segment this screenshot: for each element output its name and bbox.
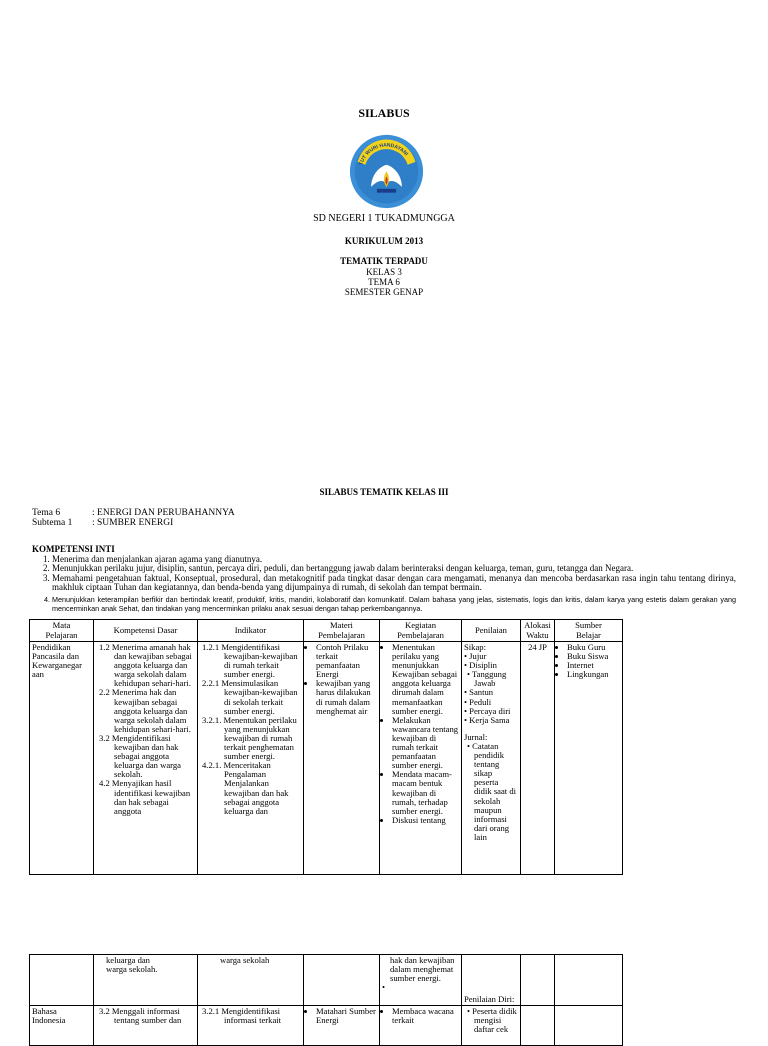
tema-label: Tema 6 <box>32 508 61 518</box>
syllabus-title: SILABUS TEMATIK KELAS III <box>319 487 449 497</box>
curriculum: KURIKULUM 2013 <box>344 236 424 246</box>
cell-indikator-cont: warga sekolah <box>198 955 304 1006</box>
table-row <box>30 1006 623 1046</box>
cell-indikator: 1.2.1 Mengidentifikasi kewajiban-kewajiban di rumah terkait sumber energi. 2.2.1 Mensimulasikan kewajiban-kewajiban di sekolah terkait sumber energi. 3.2.1. Menentukan perilaku yang menunjukkan kewajiban di rumah terkait penghematan sumber energi. 4.2.1. Menceritakan Pengalaman Menjalankan kewajiban dan hak sebagai anggota keluarga dan <box>198 642 304 875</box>
school-name: SD NEGERI 1 TUKADMUNGGA <box>313 213 455 224</box>
header-sumber-belajar: Sumber Belajar <box>555 620 623 642</box>
syllabus-table-continued <box>29 954 623 1046</box>
header-materi: Materi Pembelajaran <box>304 620 380 642</box>
header-alokasi-waktu: Alokasi Waktu <box>521 620 555 642</box>
cell-indikator: 3.2.1 Mengidentifikasi informasi terkait <box>198 1006 304 1046</box>
ki-item: 1. Menerima dan menjalankan ajaran agama yang dianutnya. <box>52 555 736 565</box>
tema-value: : ENERGI DAN PERUBAHANNYA <box>92 508 235 518</box>
table-row <box>30 955 623 1006</box>
semester: SEMESTER GENAP <box>344 287 424 297</box>
tut-wuri-handayani-logo <box>348 133 425 210</box>
header-kompetensi-dasar: Kompetensi Dasar <box>94 620 198 642</box>
ki-item: 2. Menunjukkan perilaku jujur, disiplin, santun, percaya diri, peduli, dan bertanggung jawab dalam berinteraksi dengan keluarga, teman, guru, tetangga dan Negara. <box>52 564 736 574</box>
header-penilaian: Penilaian <box>462 620 521 642</box>
cell-sumber: • Buku Guru • Buku Siswa • Internet • Lingkungan <box>555 642 623 875</box>
cell-materi: • Matahari Sumber Energi <box>304 1006 380 1046</box>
cell-kd-cont: keluarga dan warga sekolah. <box>94 955 198 1006</box>
ki-item: 4. Menunjukkan keterampilan berfikir dan bertindak kreatif, produktif, kritis, mandiri, kolaboratif dan komunikatif. Dalam bahasa yang jelas, sistematis, logis dan kritis, dalam karya yang estetis dalam gerakan yang mencerminkan anak Sehat, dan tindakan yang mencerminkan prilaku anak sesuai dengan tahap perkembangannya. <box>52 595 736 613</box>
cell-kegiatan: • Menentukan perilaku yang menunjukkan Kewajiban sebagai anggota keluarga dirumah dalam memanfaatkan sumber energi. • Melakukan wawancara tentang kewajiban di rumah terkait pemanfaatan sumber energi. • Mendata macam-macam bentuk kewajiban di rumah, terhadap sumber energi. • Diskusi tentang <box>380 642 462 875</box>
cell-penilaian: Sikap: • Jujur • Disiplin • Tanggung Jawab • Santun • Peduli • Percaya diri • Kerja Sama Jurnal: • Catatan pendidik tentang sikap peserta didik saat di sekolah maupun informasi dari orang lain <box>462 642 521 875</box>
cell-materi: • Contoh Prilaku terkait pemanfaatan Energi • kewajiban yang harus dilakukan di rumah dalam menghemat air <box>304 642 380 875</box>
header-mata-pelajaran: Mata Pelajaran <box>30 620 94 642</box>
cell-penilaian-cont: Penilaian Diri: <box>462 955 521 1006</box>
header-kegiatan: Kegiatan Pembelajaran <box>380 620 462 642</box>
cell-kd: 1.2 Menerima amanah hak dan kewajiban sebagai anggota keluarga dan warga sekolah dalam kehidupan sehari-hari. 2.2 Menerima hak dan kewajiban sebagai anggota keluarga dan warga sekolah dalam kehidupan sehari-hari. 3.2 Mengidentifikasi kewajiban dan hak sebagai anggota keluarga dan warga sekolah. 4.2 Menyajikan hasil identifikasi kewajiban dan hak sebagai anggota <box>94 642 198 875</box>
cell-kegiatan: • Membaca wacana terkait <box>380 1006 462 1046</box>
table-row <box>30 642 623 875</box>
cell-penilaian: • Peserta didik mengisi daftar cek <box>462 1006 521 1046</box>
kompetensi-inti <box>32 545 736 613</box>
logo-text: TUT WURI HANDAYANI <box>358 142 410 166</box>
cell-mapel: Bahasa Indonesia <box>30 1006 94 1046</box>
header-indikator: Indikator <box>198 620 304 642</box>
cell-kd: 3.2 Menggali informasi tentang sumber dan <box>94 1006 198 1046</box>
class: KELAS 3 <box>366 267 402 277</box>
cell-mapel: Pendidikan Pancasila dan Kewarganegar aan <box>30 642 94 875</box>
cover-title: SILABUS <box>358 106 410 120</box>
theme: TEMA 6 <box>368 277 400 287</box>
cell-alokasi: 24 JP <box>521 642 555 875</box>
subtema-label: Subtema 1 <box>32 518 73 528</box>
ki-item: 3. Memahami pengetahuan faktual, Konseptual, prosedural, dan metakognitif pada tingkat dasar dengan cara mengamati, menanya dan mencoba berdasarkan rasa ingin tahu tentang dirinya, makhluk ciptaan Tuhan dan kegiatannya, dan benda-benda yang dijumpainya di rumah, di sekolah dan tempat bermain. <box>52 574 736 593</box>
table-header-row <box>30 620 623 642</box>
syllabus-table <box>29 619 623 875</box>
subject: TEMATIK TERPADU <box>340 256 428 266</box>
ki-heading: KOMPETENSI INTI <box>32 544 115 554</box>
cell-kegiatan-cont: hak dan kewajiban dalam menghemat sumber energi. • <box>380 955 462 1006</box>
subtema-value: : SUMBER ENERGI <box>92 518 174 528</box>
